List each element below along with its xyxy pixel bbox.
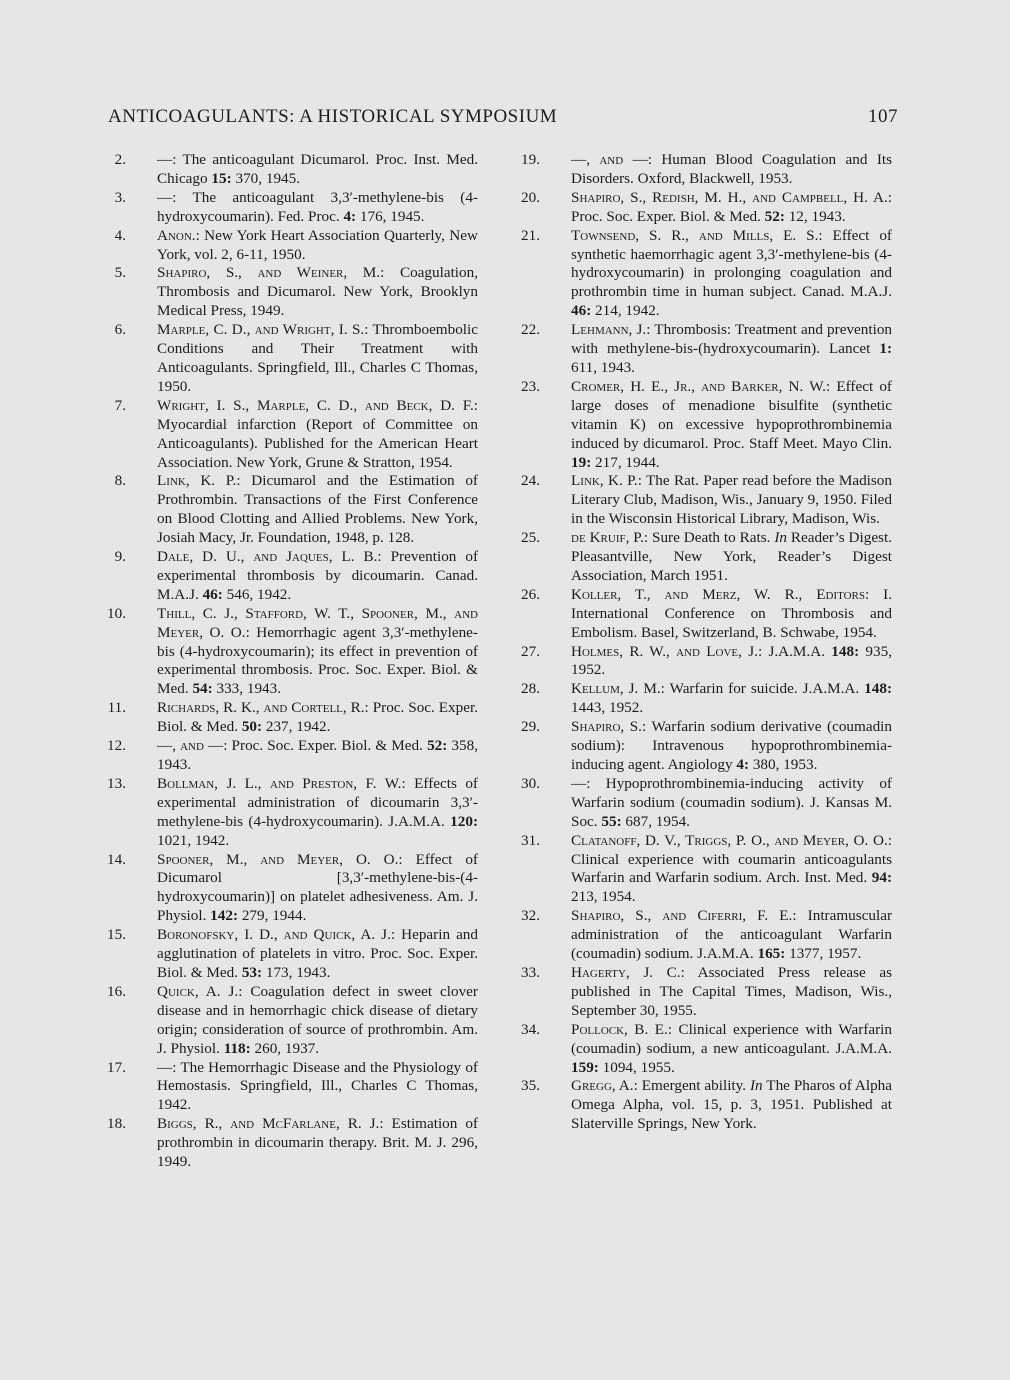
reference-authors: Shapiro, S., and Weiner, M. [157,264,381,282]
running-title: ANTICOAGULANTS: A HISTORICAL SYMPOSIUM [108,106,558,127]
reference-text: 19: [571,453,592,471]
reference-text: : Intramuscular administration of the anticoagulant Warfarin (coumadin) sodium. J.A.M.A. [571,907,893,963]
reference-number: 16. [107,982,126,1000]
reference-entry [106,775,478,851]
reference-text: : Hemorrhagic agent 3,3′-methylene-bis (4-hydroxycoumarin); its effect in prevention of experimental thrombosis. Proc. Soc. Exper. Biol. & Med. [157,623,478,698]
reference-authors: Dale, D. U., and Jaques, L. B. [157,548,378,566]
reference-number: 18. [107,1115,126,1133]
reference-authors: Boronofsky, I. D., and Quick, A. J. [157,926,391,944]
reference-number: 14. [107,850,126,868]
reference-text: : Warfarin sodium derivative (coumadin sodium): Intravenous hypoprothrombinemia-inducing agent. Angiology [571,718,892,773]
reference-entry [520,775,892,832]
reference-authors: Gregg, A. [571,1077,634,1095]
reference-text: Reader’s Digest. Pleasantville, New York, Reader’s Digest Association, March 1951. [571,529,892,584]
reference-entry [106,1059,478,1116]
reference-number: 22. [521,321,540,339]
reference-number: 28. [521,680,540,698]
reference-entry [520,151,892,189]
reference-text: 333, 1943. [212,680,282,698]
reference-entry [106,983,478,1059]
reference-number: 33. [521,963,540,981]
reference-text: : J.A.M.A. [757,642,832,660]
reference-entry [106,472,478,548]
reference-entry [106,926,478,983]
reference-number: 2. [114,151,126,168]
reference-number: 24. [521,472,540,490]
reference-text: 55: [601,812,622,830]
reference-entry [520,586,892,643]
reference-text: 165: [757,945,786,963]
reference-authors: Cromer, H. E., Jr., and Barker, N. W. [571,377,826,395]
reference-text: 214, 1942. [591,302,660,320]
reference-text: 1: [879,340,892,358]
reference-authors: Link, K. P. [571,472,638,490]
reference-number: 5. [114,264,126,282]
reference-authors: Shapiro, S., Redish, M. H., and Campbell, H. A. [571,188,888,206]
reference-text: In [774,529,788,547]
reference-number: 23. [521,377,540,395]
reference-text: : Effects of experimental administration of dicoumarin 3,3′-methylene-bis (4-hydroxycoumarin). J.A.M.A. [157,774,478,830]
reference-entry [106,264,478,321]
reference-text: : Proc. Soc. Exper. Biol. & Med. [571,188,892,225]
reference-text: : The Rat. Paper read before the Madison Literary Club, Madison, Wis., January 9, 1950. Filed in the Wisconsin Historical Library, Madison, Wis. [571,472,892,528]
reference-entry [520,1021,892,1078]
reference-number: 9. [114,548,126,566]
reference-number: 8. [114,472,126,490]
reference-text: —: The anticoagulant Dicumarol. Proc. Inst. Med. Chicago [157,151,478,187]
reference-entry [520,1077,892,1134]
reference-entry [106,851,478,927]
reference-number: 4. [114,226,126,244]
references-column-left [106,151,478,1172]
reference-number: 13. [107,774,126,792]
reference-text: —, [571,151,600,168]
reference-text: 50: [241,718,263,736]
page-number: 107 [868,106,898,127]
reference-number: 6. [114,321,126,339]
reference-entry [520,321,892,378]
reference-number: 17. [107,1058,126,1076]
reference-number: 31. [521,831,540,849]
reference-text: 1443, 1952. [571,699,644,717]
reference-number: 12. [107,737,126,755]
reference-authors: Kellum, J. M. [571,680,661,698]
reference-text: : Sure Death to Rats. [643,529,775,547]
reference-entry [106,189,478,227]
reference-text: 52: [764,207,785,225]
reference-text: 118: [223,1039,251,1057]
reference-text: —: The anticoagulant 3,3′-methylene-bis (4-hydroxycoumarin). Fed. Proc. [157,188,478,225]
running-header [108,106,898,130]
reference-authors: Richards, R. K., and Cortell, R. [157,699,365,717]
reference-text: 1094, 1955. [598,1058,675,1076]
reference-text: 52: [427,737,448,755]
reference-text: : I. International Conference on Thrombosis and Embolism. Basel, Switzerland, B. Schwabe, 1954. [571,585,892,641]
reference-text: 4: [343,207,357,225]
reference-authors: Biggs, R., and McFarlane, R. J. [157,1115,380,1133]
reference-authors: Marple, C. D., and Wright, I. S. [157,321,365,339]
reference-text: : Coagulation, Thrombosis and Dicumarol. New York, Brooklyn Medical Press, 1949. [157,264,478,320]
reference-authors: Quick, A. J. [157,982,239,1000]
reference-text: : Clinical experience with coumarin anticoagulants Warfarin and Warfarin sodium. Arch. Inst. Med. [571,831,892,887]
reference-number: 27. [521,642,540,660]
reference-text: 1021, 1942. [157,831,230,849]
reference-entry [520,472,892,529]
reference-text: 159: [571,1058,599,1076]
references-column-right [520,151,892,1134]
reference-authors: Thill, C. J., Stafford, W. T., Spooner, M., and Meyer, O. O. [157,604,478,641]
reference-number: 26. [521,585,540,603]
reference-text: : Effect of Dicumarol [3,3′-methylene-bis-(4-hydroxycoumarin)] on platelet adhesiveness. Am. J. Physiol. [157,850,478,925]
reference-authors: and [180,737,204,755]
reference-text: : Associated Press release as published in The Capital Times, Madison, Wis., September 30, 1955. [571,963,892,1019]
reference-authors: Anon. [157,226,196,244]
reference-text: 15: [211,169,232,187]
reference-text: 279, 1944. [238,907,307,925]
reference-text: 176, 1945. [356,207,425,225]
reference-text: : Dicumarol and the Estimation of Prothrombin. Transactions of the First Conference on Blood Clotting and Allied Problems. New York, Josiah Macy, Jr. Foundation, 1948, p. 128. [157,472,478,547]
reference-authors: Hagerty, J. C. [571,963,681,981]
reference-entry [106,151,478,189]
reference-entry [520,529,892,586]
reference-text: 546, 1942. [222,585,292,603]
reference-text: 935, 1952. [571,642,893,679]
reference-text: : New York Heart Association Quarterly, New York, vol. 2, 6-11, 1950. [157,226,478,263]
reference-entry [520,643,892,681]
reference-entry [520,227,892,322]
reference-number: 10. [107,604,126,622]
reference-text: : Myocardial infarction (Report of Committee on Anticoagulants). Published for the American Heart Association. New York, Grune & Stratton, 1954. [157,396,478,471]
reference-authors: Clatanoff, D. V., Triggs, P. O., and Meyer, O. O. [571,831,888,849]
reference-text: In [749,1077,763,1095]
reference-number: 19. [521,151,540,168]
reference-number: 15. [107,926,126,944]
reference-text: 380, 1953. [749,756,818,773]
reference-entry [106,321,478,397]
reference-text: —: Human Blood Coagulation and Its Disorders. Oxford, Blackwell, 1953. [571,151,893,187]
reference-text: : Thromboembolic Conditions and Their Treatment with Anticoagulants. Springfield, Ill., Charles C Thomas, 1950. [157,321,478,395]
reference-text: 237, 1942. [262,718,331,736]
reference-text: : Thrombosis: Treatment and prevention with methylene-bis-(hydroxycoumarin). Lancet [571,321,893,358]
reference-text: —, [157,737,181,755]
reference-authors: Spooner, M., and Meyer, O. O. [157,850,399,868]
reference-entry [106,737,478,775]
reference-text: 54: [192,680,213,698]
reference-authors: and [599,151,624,168]
reference-authors: de Kruif, P. [571,529,644,547]
reference-entry [520,680,892,718]
reference-text: 46: [571,302,592,320]
reference-entry [106,699,478,737]
reference-entry [520,832,892,908]
reference-text: 46: [202,585,223,603]
reference-authors: Wright, I. S., Marple, C. D., and Beck, D. F. [157,396,474,414]
reference-text: : Coagulation defect in sweet clover disease and in hemorrhagic chick disease of dietary origin; consideration of source of prothrombin. Am. J. Physiol. [157,982,478,1057]
reference-text: 142: [210,907,239,925]
reference-entry [520,378,892,473]
reference-text: The Pharos of Alpha Omega Alpha, vol. 15, p. 3, 1951. Published at Slaterville Springs, New York. [571,1077,892,1133]
reference-entry [520,189,892,227]
reference-text: 53: [241,963,263,981]
reference-text: : Prevention of experimental thrombosis by dicoumarin. Canad. M.A.J. [157,548,479,603]
reference-text: 173, 1943. [262,963,331,981]
reference-text: 148: [864,680,893,698]
reference-authors: Townsend, S. R., and Mills, E. S. [571,226,819,244]
reference-text: 94: [871,869,892,887]
reference-text: 260, 1937. [250,1039,320,1057]
reference-authors: Shapiro, S. [571,718,642,736]
reference-text: : Heparin and agglutination of platelets in vitro. Proc. Soc. Exper. Biol. & Med. [157,926,478,981]
reference-authors: Koller, T., and Merz, W. R., Editors [571,585,866,603]
reference-text: 358, 1943. [157,737,478,773]
reference-number: 7. [114,396,126,414]
reference-number: 29. [521,718,540,736]
reference-authors: Shapiro, S., and Ciferri, F. E. [571,907,793,925]
reference-authors: Link, K. P. [157,472,237,490]
reference-number: 34. [521,1020,540,1038]
reference-text: 12, 1943. [784,207,846,225]
reference-entry [106,605,478,700]
reference-text: : Effect of large doses of menadione bisulfite (synthetic vitamin K) on excessive hypoprothrombinemia induced by dicumarol. Proc. Staff Meet. Mayo Clin. [571,377,892,452]
reference-number: 3. [114,188,126,206]
reference-authors: Bollman, J. L., and Preston, F. W. [157,774,402,792]
reference-text: 1377, 1957. [785,945,862,963]
reference-text: 120: [450,812,478,830]
reference-text: : Estimation of prothrombin in dicoumarin therapy. Brit. M. J. 296, 1949. [157,1115,478,1171]
reference-text: 213, 1954. [571,888,636,906]
reference-text: : Proc. Soc. Exper. Biol. & Med. [157,699,478,736]
reference-text: 217, 1944. [591,453,660,471]
reference-text: 148: [831,642,860,660]
reference-text: —: Proc. Soc. Exper. Biol. & Med. [203,737,428,755]
reference-entry [106,227,478,265]
reference-text: : Emergent ability. [633,1077,750,1095]
reference-text: 4: [736,756,750,773]
reference-text: —: Hypoprothrombinemia-inducing activity of Warfarin sodium (coumadin sodium). J. Kansas M. Soc. [571,774,892,830]
reference-text: : Warfarin for suicide. J.A.M.A. [660,680,865,698]
reference-authors: Pollock, B. E. [571,1020,668,1038]
reference-text: 370, 1945. [231,169,301,187]
reference-authors: Holmes, R. W., and Love, J. [571,642,758,660]
reference-entry [106,548,478,605]
reference-entry [520,964,892,1021]
reference-number: 30. [521,774,540,792]
reference-text: : Clinical experience with Warfarin (coumadin) sodium, a new anticoagulant. J.A.M.A. [571,1020,892,1057]
reference-entry [520,718,892,775]
reference-entry [106,1115,478,1172]
reference-number: 32. [521,907,540,925]
reference-number: 25. [521,529,540,547]
reference-number: 11. [107,699,126,717]
reference-number: 35. [521,1077,540,1095]
reference-text: —: The Hemorrhagic Disease and the Physiology of Hemostasis. Springfield, Ill., Charles C Thomas, 1942. [157,1058,478,1114]
reference-authors: Lehmann, J. [571,321,647,339]
reference-text: : Effect of synthetic haemorrhagic agent 3,3′-methylene-bis (4-hydroxycoumarin) in prolonging coagulation and prothrombin time in human subject. Canad. M.A.J. [571,226,892,301]
reference-text: 687, 1954. [621,812,690,830]
reference-entry [520,907,892,964]
reference-number: 20. [521,188,540,206]
reference-entry [106,397,478,473]
reference-number: 21. [521,226,540,244]
reference-text: 611, 1943. [571,358,635,376]
